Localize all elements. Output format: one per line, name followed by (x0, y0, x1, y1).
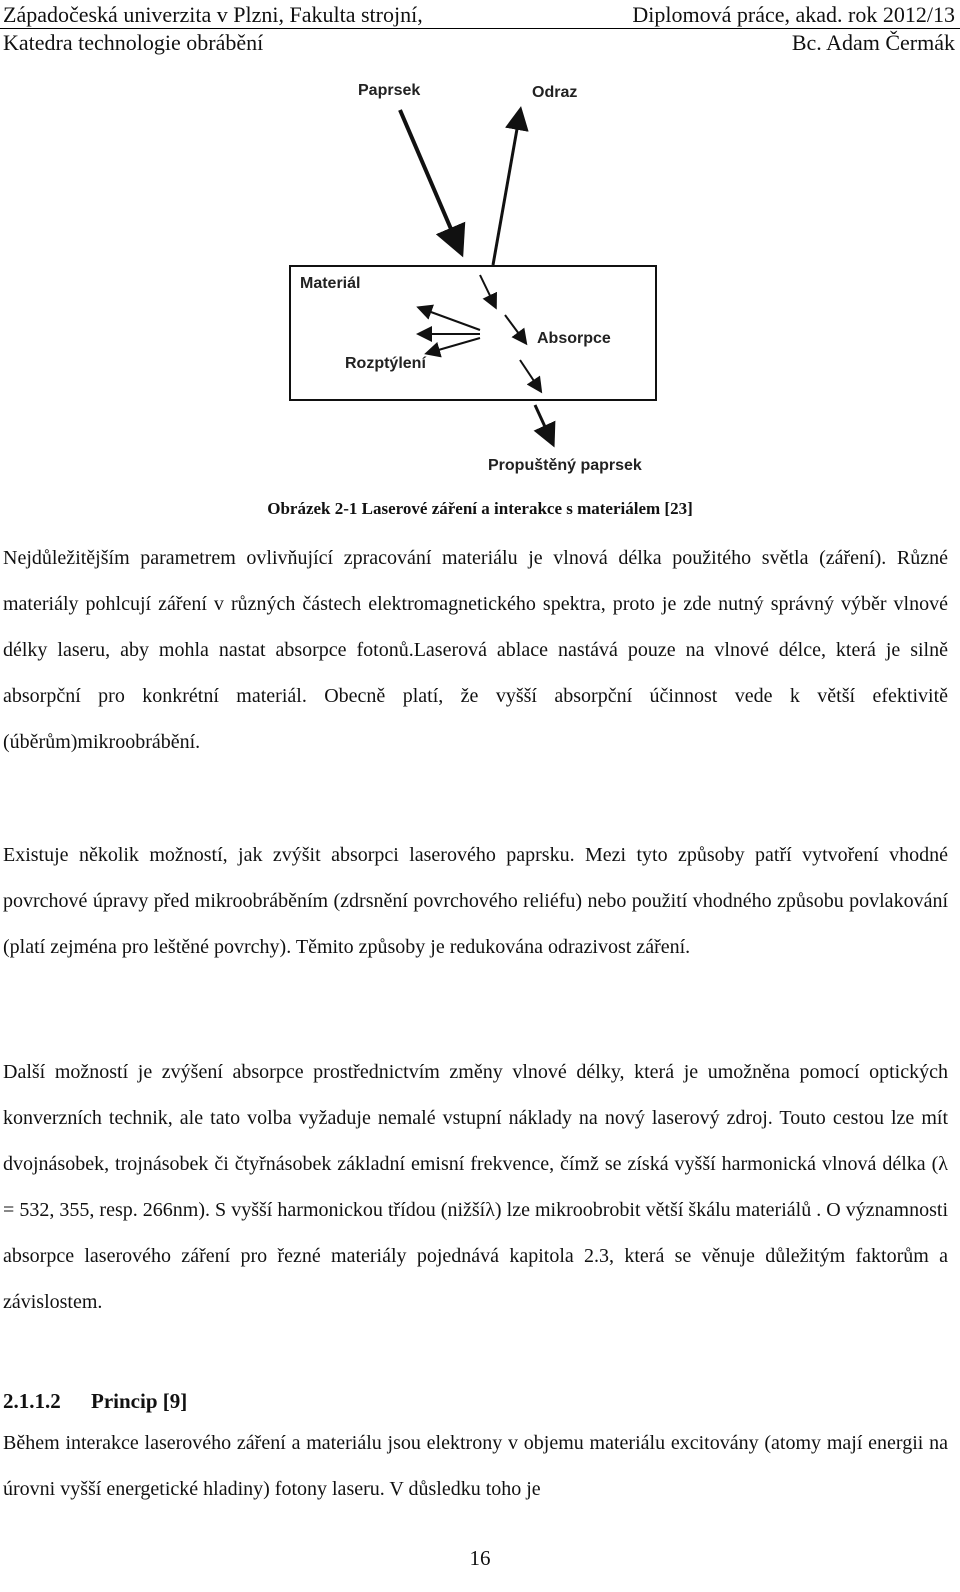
section-title: Princip [9] (91, 1389, 188, 1413)
label-propusteny-paprsek: Propuštěný paprsek (488, 457, 642, 474)
paragraph-1: Nejdůležitějším parametrem ovlivňující zpracování materiálu je vlnová délka použitého světla (záření). Různé materiály pohlcují záření v různých částech elektromagnetického spektra, proto je zde nutný správný výběr vlnové délky laseru, aby mohla nastat absorpce fotonů.Laserová ablace nastává pouze na vlnové délce, která je silně absorpční pro konkrétní materiál. Obecně platí, že vyšší absorpční účinnost vede k větší efektivitě (úběrům)mikroobrábění. (3, 547, 948, 753)
scatter-arrow-3 (428, 338, 480, 353)
beam-in-material-1 (480, 275, 495, 306)
figure-caption: Obrázek 2-1 Laserové záření a interakce s materiálem [23] (267, 499, 693, 518)
page-header (0, 0, 960, 70)
header-university: Západočeská univerzita v Plzni, Fakulta strojní, (3, 2, 423, 27)
beam-in-material-2 (520, 360, 540, 390)
header-department: Katedra technologie obrábění (3, 30, 264, 55)
section-heading (3, 1389, 187, 1414)
header-divider (0, 28, 960, 29)
label-absorpce: Absorpce (537, 330, 611, 347)
transmitted-beam-arrow (535, 405, 552, 442)
page-number: 16 (469, 1546, 491, 1570)
absorption-arrow (505, 315, 525, 342)
paragraph-2: Existuje několik možností, jak zvýšit absorpci laserového paprsku. Mezi tyto způsoby patří vytvoření vhodné povrchové úpravy před mikroobráběním (zdrsnění povrchového reliéfu) nebo použití vhodného způsobu povlakování (platí zejména pro leštěné povrchy). Těmito způsoby je redukována odrazivost záření. (3, 844, 948, 958)
incident-beam-arrow (400, 110, 460, 250)
paragraph-4: Během interakce laserového záření a materiálu jsou elektrony v objemu materiálu excitovány (atomy mají energii na úrovni vyšší energetické hladiny) fotony laseru. V důsledku toho je (3, 1432, 948, 1500)
header-thesis-info: Diplomová práce, akad. rok 2012/13 (632, 2, 955, 27)
label-odraz: Odraz (532, 84, 578, 101)
label-paprsek: Paprsek (358, 82, 421, 99)
laser-interaction-diagram (270, 70, 690, 490)
scatter-arrow-1 (420, 308, 480, 330)
label-material: Materiál (300, 275, 361, 292)
header-author: Bc. Adam Čermák (791, 30, 955, 55)
label-rozptyleni: Rozptýlení (345, 355, 426, 372)
section-number: 2.1.1.2 (3, 1389, 61, 1413)
paragraph-3: Další možností je zvýšení absorpce prostřednictvím změny vlnové délky, která je umožněna pomocí optických konverzních technik, ale tato volba vyžaduje nemalé vstupní náklady na nový laserový zdroj. Touto cestou lze mít dvojnásobek, trojnásobek či čtyřnásobek základní emisní frekvence, čímž se získá vyšší harmonická vlnová délka (λ = 532, 355, resp. 266nm). S vyšší harmonickou třídou (nižšíλ) lze mikroobrobit větší škálu materiálů . O významnosti absorpce laserového záření pro řezné materiály pojednává kapitola 2.3, která se věnuje důležitým faktorům a závislostem. (3, 1061, 948, 1313)
reflection-arrow (493, 112, 520, 265)
